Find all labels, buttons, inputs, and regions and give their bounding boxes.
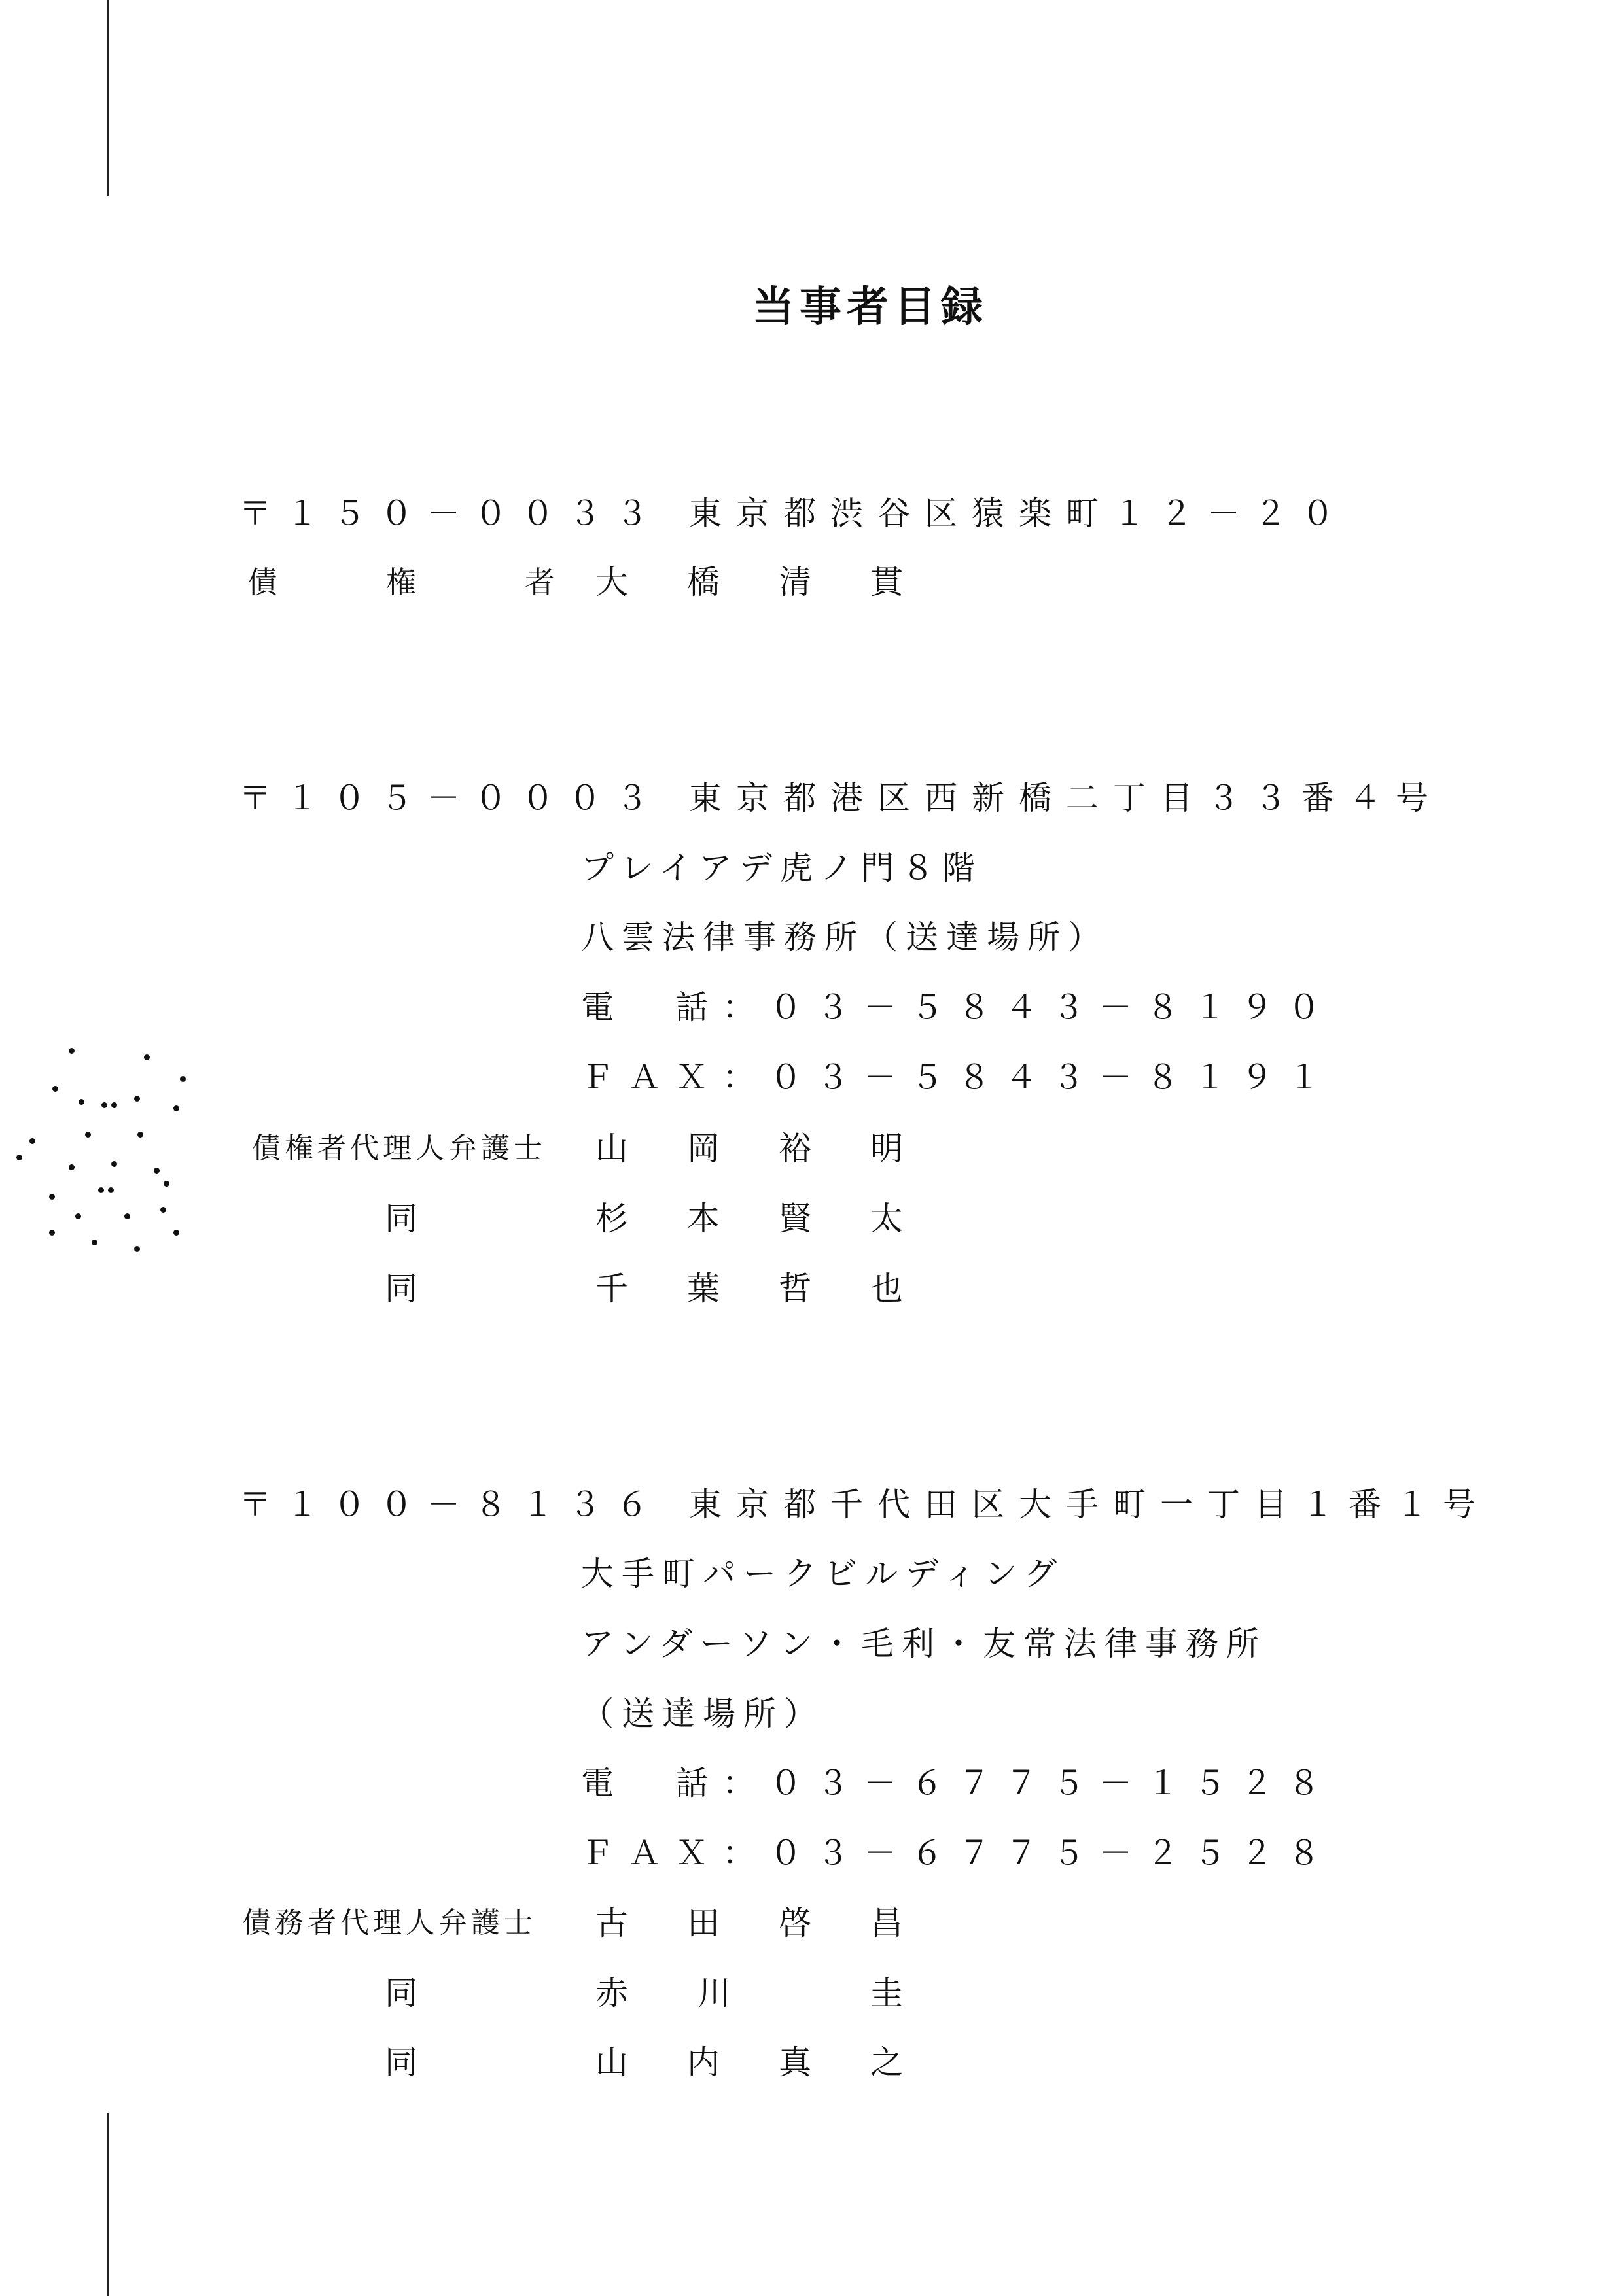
debtor-counsel-building: 大手町パークビルディング <box>581 1555 1065 1593</box>
debtor-counsel-address-line <box>239 1485 1490 1524</box>
creditor-counsel-postal: 〒１０５－０００３ <box>239 779 663 817</box>
lawyer-name: 千 葉 哲 也 <box>595 1270 903 1308</box>
debtor-counsel-phone: 電 話：０３－６７７５－１５２８ <box>581 1764 1335 1802</box>
creditor-address-line <box>239 494 1349 533</box>
debtor-counsel-address: 東京都千代田区大手町一丁目１番１号 <box>689 1486 1490 1523</box>
lawyer-name: 山 岡 裕 明 <box>595 1130 903 1168</box>
ditto-mark: 同 <box>385 1974 425 2012</box>
ditto-mark: 同 <box>385 1270 425 1308</box>
lawyer-name: 杉 本 賢 太 <box>595 1200 903 1238</box>
ditto-mark: 同 <box>385 2044 425 2081</box>
creditor-postal: 〒１５０－００３３ <box>239 495 663 532</box>
debtor-counsel-role: 債務者代理人弁護士 <box>242 1906 537 1939</box>
lawyer-name: 山 内 真 之 <box>595 2044 903 2081</box>
creditor-counsel-address: 東京都港区西新橋二丁目３３番４号 <box>689 779 1443 817</box>
debtor-counsel-fax: ＦＡＸ：０３－６７７５－２５２８ <box>581 1834 1335 1872</box>
lawyer-name: 古 田 啓 昌 <box>595 1904 903 1942</box>
creditor-counsel-firm: 八雲法律事務所（送達場所） <box>581 918 1108 956</box>
ditto-mark: 同 <box>385 1200 425 1238</box>
creditor-name: 大 橋 清 貫 <box>595 563 903 601</box>
punch-hole-pattern <box>13 1040 209 1256</box>
creditor-address: 東京都渋谷区猿楽町１２－２０ <box>689 495 1349 532</box>
creditor-counsel-address-line <box>239 778 1443 818</box>
binding-margin-line-top <box>107 0 109 196</box>
creditor-counsel-role: 債権者代理人弁護士 <box>252 1132 546 1165</box>
creditor-counsel-phone: 電 話：０３－５８４３－８１９０ <box>581 988 1335 1026</box>
debtor-counsel-service-note: （送達場所） <box>581 1695 824 1733</box>
binding-margin-line-bottom <box>107 2113 109 2296</box>
creditor-counsel-fax: ＦＡＸ：０３－５８４３－８１９１ <box>581 1058 1335 1096</box>
page-title: 当事者目録 <box>752 283 988 332</box>
debtor-counsel-firm: アンダーソン・毛利・友常法律事務所 <box>581 1625 1267 1663</box>
lawyer-name: 赤 川 圭 <box>595 1974 903 2012</box>
creditor-counsel-building: プレイアデ虎ノ門８階 <box>581 849 983 887</box>
creditor-role: 債 権 者 <box>247 565 555 600</box>
debtor-counsel-postal: 〒１００－８１３６ <box>239 1486 663 1523</box>
